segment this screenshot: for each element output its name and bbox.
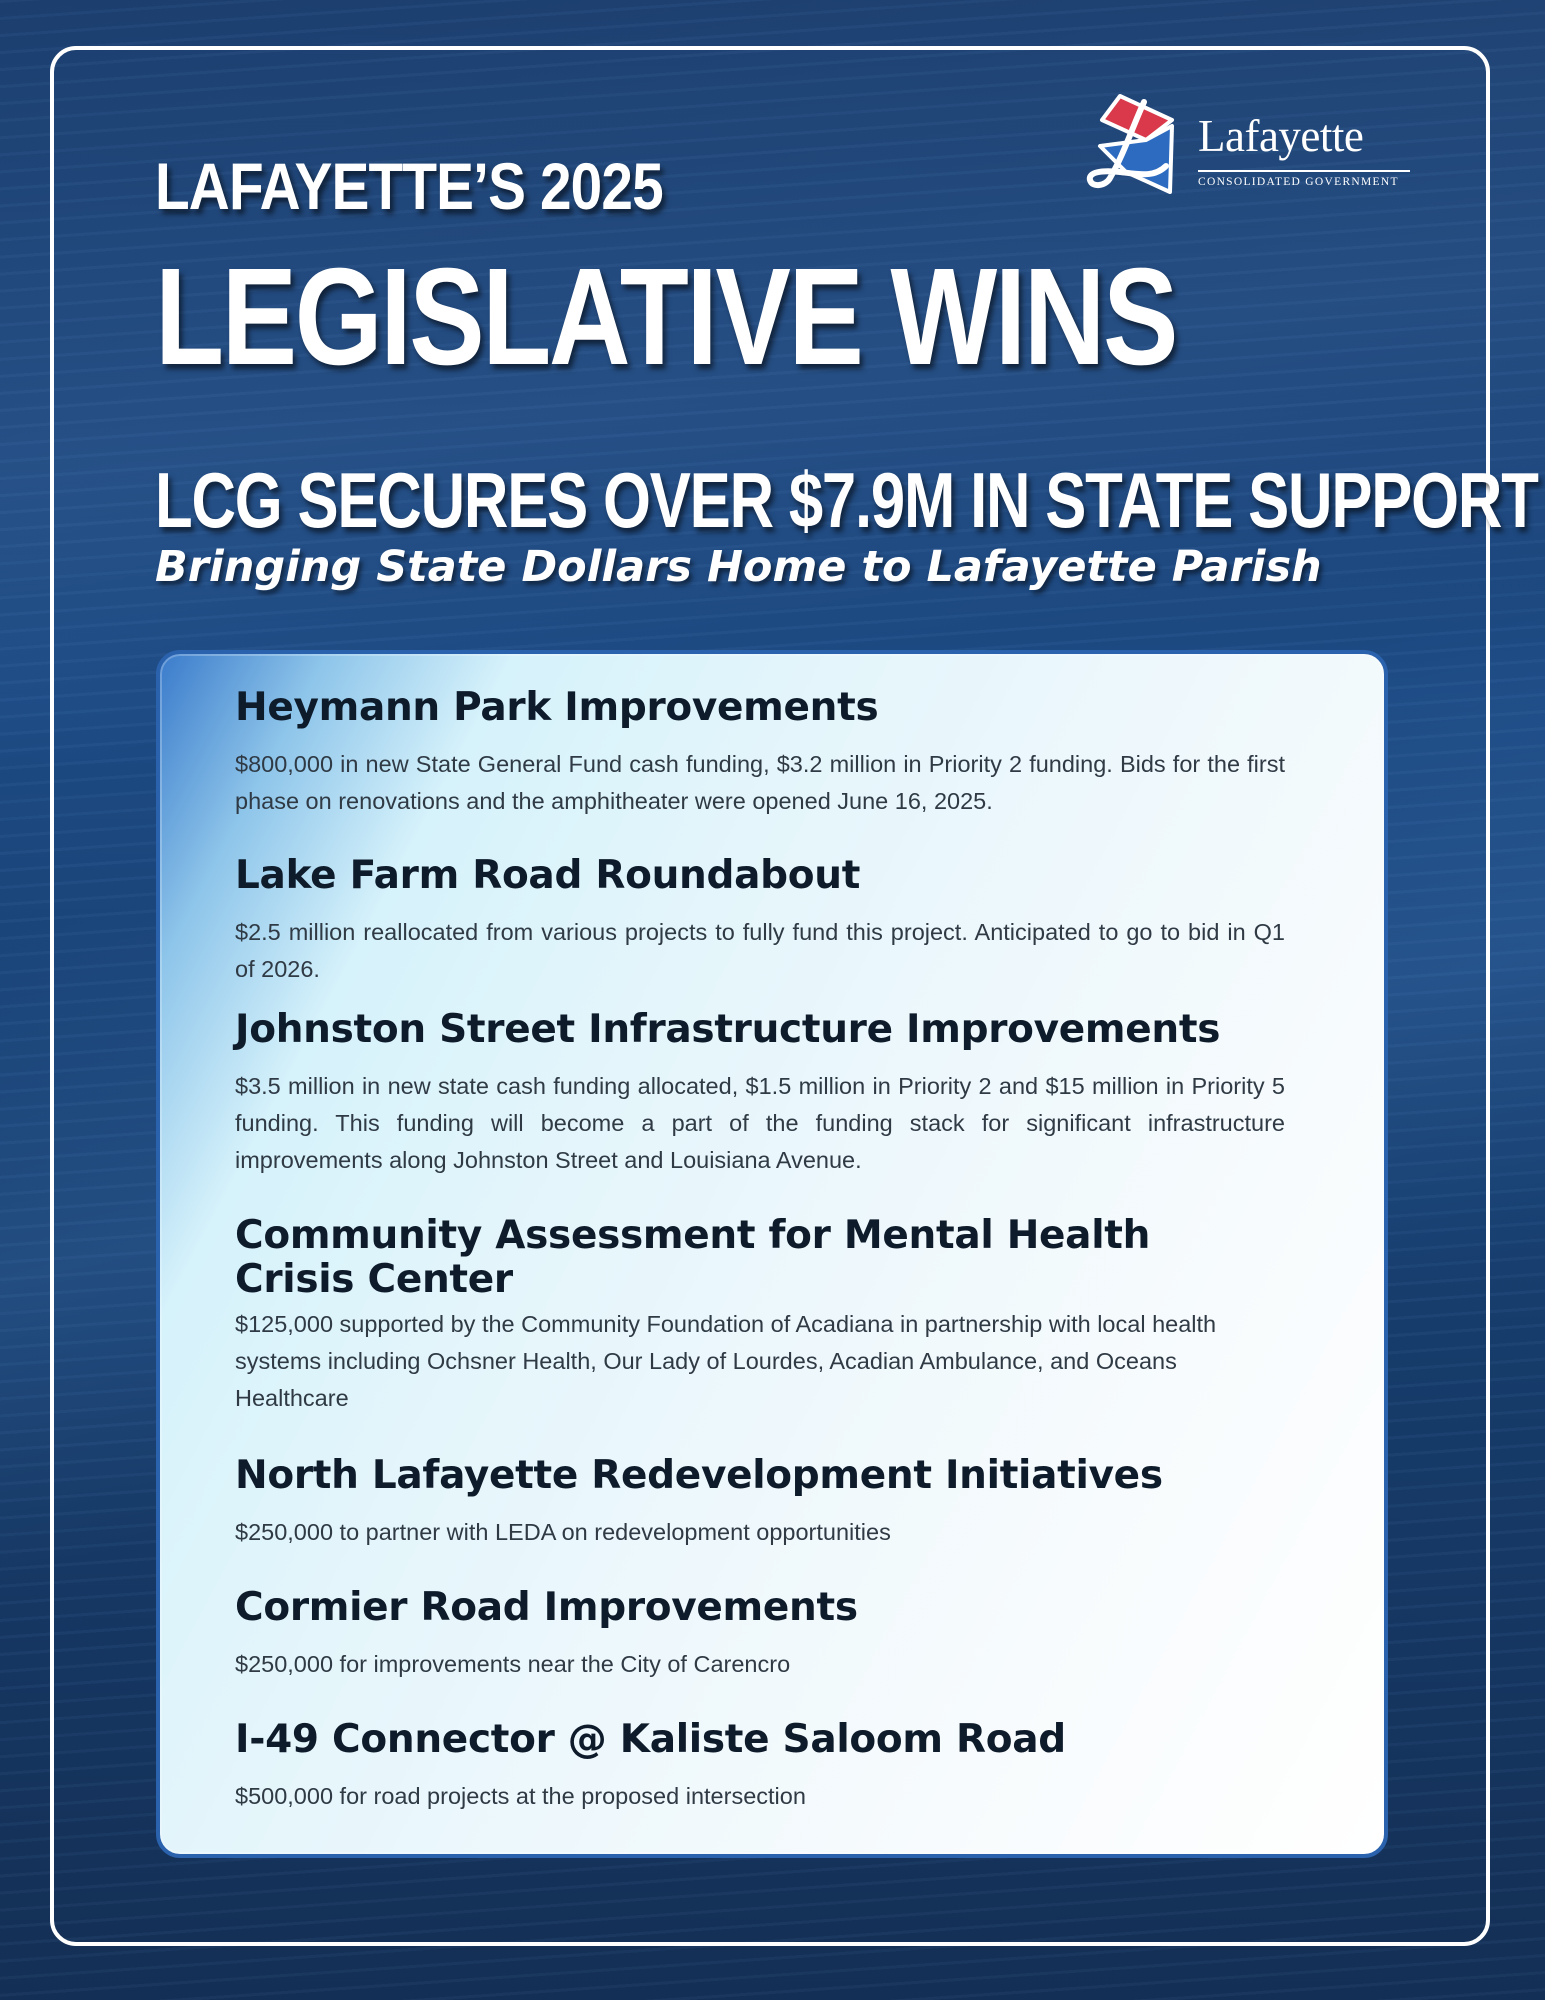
item-description: $800,000 in new State General Fund cash funding, $3.2 million in Priority 2 funding. Bids for the first phase on renovations and the amphitheater were opened June 16, 2025. bbox=[235, 751, 1285, 814]
list-item-north-lafayette bbox=[235, 1454, 1285, 1551]
lafayette-logo bbox=[1080, 92, 1420, 202]
list-item-lake-farm-road bbox=[235, 854, 1285, 988]
item-description: $125,000 supported by the Community Foundation of Acadiana in partnership with local health systems including Ochsner Health, Our Lady of Lourdes, Acadian Ambulance, and Oceans Healthcare bbox=[235, 1311, 1217, 1411]
list-item-i49-connector bbox=[235, 1718, 1285, 1815]
year-heading: LAFAYETTE’S 2025 bbox=[155, 149, 663, 223]
page-title: LEGISLATIVE WINS bbox=[155, 240, 1177, 394]
item-description: $250,000 to partner with LEDA on redevelopment opportunities bbox=[235, 1519, 891, 1545]
item-title: I-49 Connector @ Kaliste Saloom Road bbox=[235, 1717, 1066, 1762]
tagline: Bringing State Dollars Home to Lafayette Parish bbox=[155, 542, 1322, 592]
item-title: Community Assessment for Mental Health Crisis Center bbox=[235, 1213, 1151, 1302]
logo-divider bbox=[1198, 170, 1410, 172]
item-title: Johnston Street Infrastructure Improvements bbox=[235, 1007, 1221, 1052]
logo-name: Lafayette bbox=[1198, 111, 1364, 161]
funding-headline: LCG SECURES OVER $7.9M IN STATE SUPPORT bbox=[155, 456, 1538, 544]
item-description: $3.5 million in new state cash funding allocated, $1.5 million in Priority 2 and $15 million in Priority 5 funding. This funding will become a part of the funding stack for significant infrastructure improvements along Johnston Street and Louisiana Avenue. bbox=[235, 1073, 1285, 1173]
list-item-heymann-park bbox=[235, 686, 1285, 820]
list-item-johnston-street bbox=[235, 1008, 1285, 1179]
item-title: Heymann Park Improvements bbox=[235, 685, 879, 730]
item-description: $250,000 for improvements near the City of Carencro bbox=[235, 1651, 791, 1677]
item-title: Cormier Road Improvements bbox=[235, 1585, 858, 1630]
item-description: $500,000 for road projects at the proposed intersection bbox=[235, 1783, 806, 1809]
lafayette-emblem-icon bbox=[1080, 92, 1190, 202]
logo-subtitle: CONSOLIDATED GOVERNMENT bbox=[1198, 176, 1399, 188]
item-title: Lake Farm Road Roundabout bbox=[235, 853, 861, 898]
item-title: North Lafayette Redevelopment Initiatives bbox=[235, 1453, 1163, 1498]
item-description: $2.5 million reallocated from various projects to fully fund this project. Anticipated to go to bid in Q1 of 2026. bbox=[235, 919, 1285, 982]
list-item-mental-health-center bbox=[235, 1214, 1285, 1417]
list-item-cormier-road bbox=[235, 1586, 1285, 1683]
